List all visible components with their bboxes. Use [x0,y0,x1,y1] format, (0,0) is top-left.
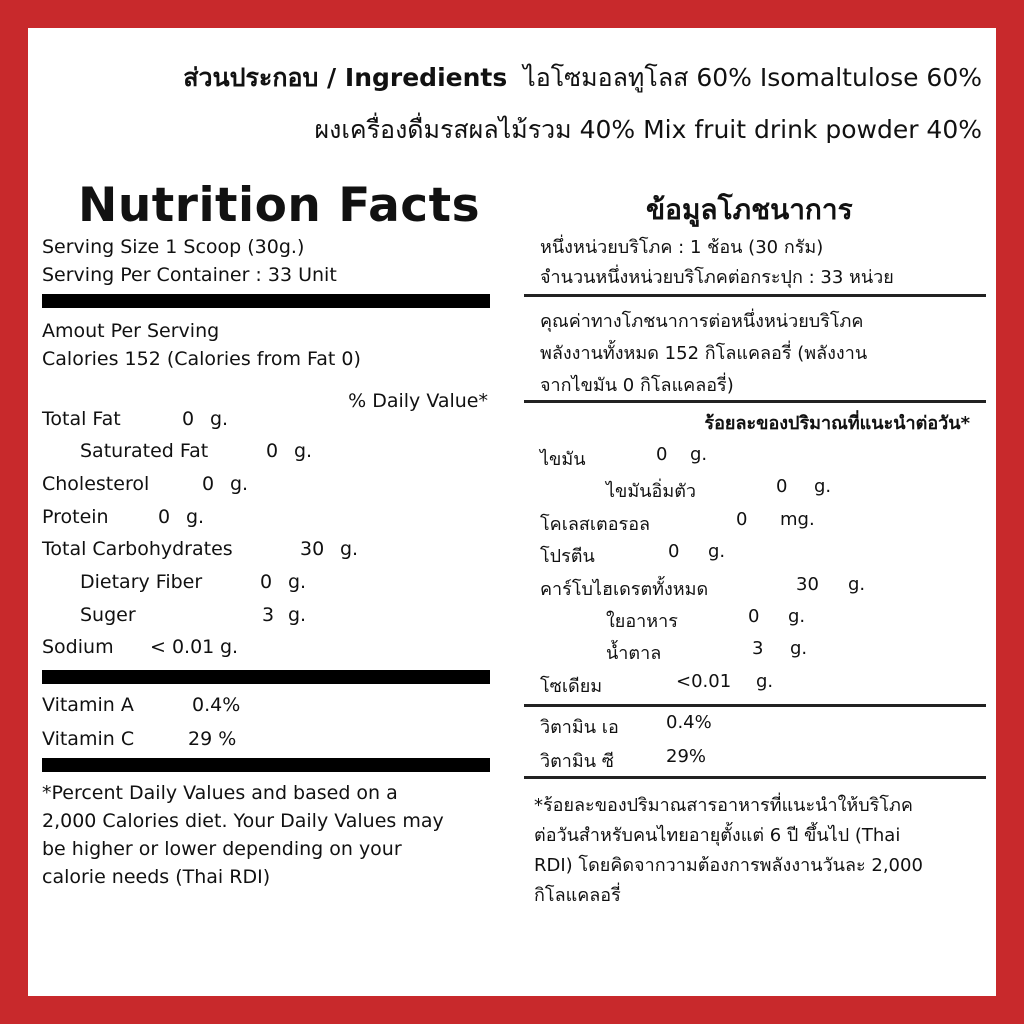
footnote-line: *Percent Daily Values and based on a [42,782,398,804]
thai-footnote-line: ต่อวันสำหรับคนไทยอายุตั้งแต่ 6 ปี ขึ้นไป (Thai [534,825,901,846]
footnote-line: be higher or lower depending on your [42,838,402,860]
thai-nutrient-value: 0 [776,476,788,497]
thai-nutrient-value: 0 [668,541,680,562]
thai-nutrient-value: 0 [656,444,668,465]
nutrient-value: 0 [202,473,215,495]
nutrient-name: Total Fat [42,408,121,430]
nutrient-unit: g. [288,604,307,626]
nutrient-value: < 0.01 [150,636,215,658]
nutrient-name: Cholesterol [42,473,150,495]
thai-nutrient-value: 0 [736,509,748,530]
nutrient-value: 0 [182,408,195,430]
ingredients-isomaltulose: ไอโซมอลทูโลส 60% Isomaltulose 60% [523,63,982,92]
thai-nutrient-unit: g. [756,671,774,692]
amount-per-serving: Amout Per Serving [42,320,220,342]
thai-nutrient-name: คาร์โบไฮเดรตทั้งหมด [540,579,709,600]
nutrient-unit: g. [288,571,307,593]
nutrient-value: 3 [262,604,275,626]
thai-nutrient-unit: g. [848,574,866,595]
thai-nutrient-value: 0 [748,606,760,627]
thai-energy-line: พลังงานทั้งหมด 152 กิโลแคลอรี่ (พลังงาน [540,343,868,364]
thick-divider [42,294,490,308]
thai-nutrient-value: 3 [752,638,764,659]
nutrient-unit: g. [294,440,313,462]
calories-line: Calories 152 (Calories from Fat 0) [42,348,361,370]
thai-nutrient-value: <0.01 [676,671,732,692]
daily-value-header: % Daily Value* [348,390,488,412]
thai-nutrient-unit: g. [690,444,708,465]
nutrient-unit: g. [340,538,359,560]
thai-vitamin-value: 29% [666,746,707,767]
nutrient-name: Saturated Fat [80,440,209,462]
nutrient-value: 0 [266,440,279,462]
nutrient-unit: g. [210,408,229,430]
thai-divider [524,776,986,779]
vitamin-name: Vitamin C [42,728,135,750]
nutrient-name: Suger [80,604,136,626]
thick-divider [42,758,490,772]
nutrient-name: Sodium [42,636,114,658]
thai-nutrition-title: ข้อมูลโภชนาการ [646,193,853,226]
thai-footnote-line: กิโลแคลอรี่ [534,885,621,906]
footnote-line: calorie needs (Thai RDI) [42,866,271,888]
nutrient-name: Dietary Fiber [80,571,203,593]
nutrient-value: 0 [260,571,273,593]
thai-nutrient-name: โคเลสเตอรอล [540,514,651,535]
thai-nutrient-unit: g. [788,606,806,627]
thai-nutrient-unit: mg. [780,509,815,530]
thai-daily-value-header: ร้อยละของปริมาณที่แนะนำต่อวัน* [704,413,970,434]
thai-energy-line: คุณค่าทางโภชนาการต่อหนึ่งหน่วยบริโภค [540,311,864,332]
serving-size: Serving Size 1 Scoop (30g.) [42,236,305,258]
thai-divider [524,294,986,297]
thai-divider [524,400,986,403]
thai-divider [524,704,986,707]
thai-vitamin-name: วิตามิน เอ [540,717,619,738]
footnote-line: 2,000 Calories diet. Your Daily Values may [42,810,444,832]
nutrient-name: Protein [42,506,109,528]
thai-vitamin-name: วิตามิน ซี [540,751,615,772]
thai-nutrient-name: โปรตีน [540,546,595,567]
thai-nutrient-name: โซเดียม [540,676,603,697]
thai-footnote-line: *ร้อยละของปริมาณสารอาหารที่แนะนำให้บริโภค [534,795,913,816]
thai-nutrient-unit: g. [790,638,808,659]
ingredients-line-2: ผงเครื่องดื่มรสผลไม้รวม 40% Mix fruit drink powder 40% [314,115,982,144]
thai-serving-size: หนึ่งหน่วยบริโภค : 1 ช้อน (30 กรัม) [540,237,824,258]
thick-divider [42,670,490,684]
thai-vitamin-value: 0.4% [666,712,712,733]
thai-nutrient-name: ไขมันอิ่มตัว [606,481,696,502]
thai-serving-per-container: จำนวนหนึ่งหน่วยบริโภคต่อกระปุก : 33 หน่วย [540,267,894,288]
vitamin-name: Vitamin A [42,694,134,716]
nutrient-value: 0 [158,506,171,528]
thai-nutrient-value: 30 [796,574,819,595]
ingredients-line-1 [183,58,982,98]
vitamin-value: 0.4% [192,694,241,716]
thai-footnote-line: RDI) โดยคิดจากวามต้องการพลังงานวันละ 2,000 [534,855,923,876]
nutrient-unit: g. [220,636,239,658]
nutrient-value: 30 [300,538,325,560]
nutrient-name: Total Carbohydrates [42,538,233,560]
thai-nutrient-unit: g. [814,476,832,497]
ingredients-label: ส่วนประกอบ / Ingredients [183,63,508,92]
thai-nutrient-name: ใยอาหาร [606,611,678,632]
nutrient-unit: g. [230,473,249,495]
nutrient-unit: g. [186,506,205,528]
vitamin-value: 29 % [188,728,237,750]
thai-nutrient-unit: g. [708,541,726,562]
serving-per-container: Serving Per Container : 33 Unit [42,264,337,286]
label-panel [28,28,996,996]
nutrition-facts-title: Nutrition Facts [78,178,481,233]
thai-energy-line: จากไขมัน 0 กิโลแคลอรี่) [540,375,734,396]
thai-nutrient-name: ไขมัน [540,449,586,470]
thai-nutrient-name: น้ำตาล [606,643,662,664]
